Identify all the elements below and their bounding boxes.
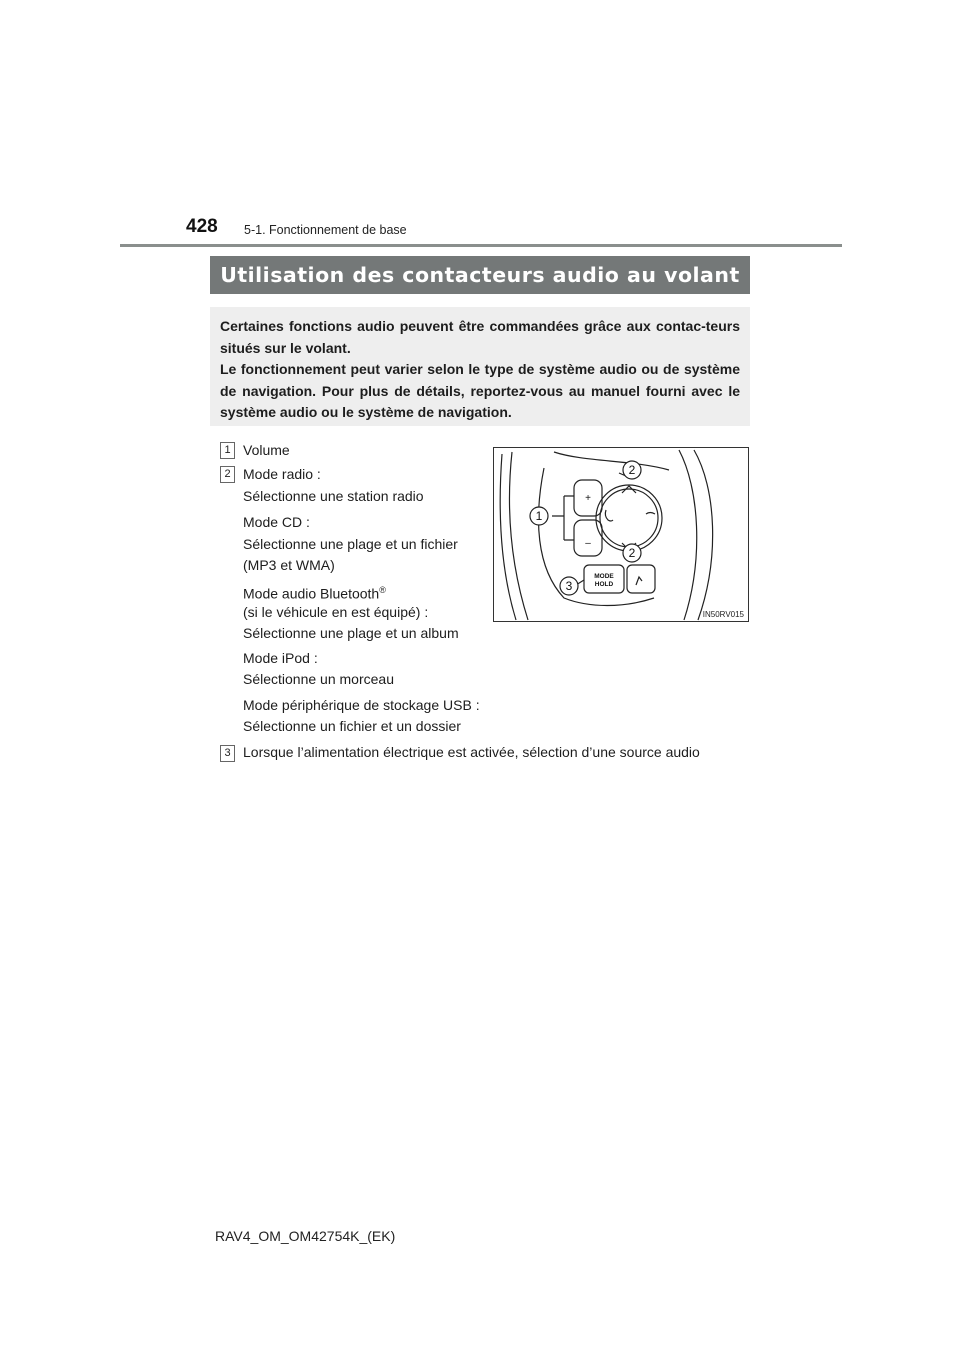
callout-1-number: 1 bbox=[535, 509, 543, 523]
document-id: RAV4_OM_OM42754K_(EK) bbox=[215, 1228, 396, 1244]
callout-2-top-number: 2 bbox=[628, 463, 636, 477]
intro-paragraph-2: Le fonctionnement peut varier selon le type de système audio ou de système de navigation. Pour plus de détails, reportez-vous au manuel fourni avec le système audio ou le système de navigation. bbox=[220, 361, 740, 420]
callout-3-number: 3 bbox=[565, 579, 573, 593]
volume-minus-label: – bbox=[585, 538, 591, 549]
item-ipod-mode: Mode iPod : bbox=[243, 650, 318, 666]
page-number: 428 bbox=[186, 216, 218, 237]
volume-plus-label: + bbox=[585, 493, 591, 504]
wheel-contour-left-inner bbox=[509, 452, 528, 620]
intro-box bbox=[210, 307, 750, 426]
figure-code: IN50RV015 bbox=[702, 610, 744, 619]
item-number-2: 2 bbox=[220, 466, 235, 483]
item-volume: Volume bbox=[243, 442, 290, 458]
item-usb-mode: Mode périphérique de stockage USB : bbox=[243, 697, 480, 713]
callout-2-bottom-number: 2 bbox=[628, 546, 636, 560]
steering-switch-figure bbox=[493, 447, 749, 622]
steering-switch-illustration bbox=[494, 448, 750, 623]
seek-dial-inner bbox=[600, 489, 658, 547]
item-bt-desc: Sélectionne une plage et un album bbox=[243, 625, 459, 641]
item-radio-desc: Sélectionne une station radio bbox=[243, 488, 424, 504]
item-bt-cond: (si le véhicule en est équipé) : bbox=[243, 604, 429, 620]
mode-button-label: MODE bbox=[594, 573, 614, 580]
item-usb-desc: Sélectionne un fichier et un dossier bbox=[243, 718, 461, 734]
phone-off-glyph bbox=[646, 513, 655, 515]
item-number-3: 3 bbox=[220, 745, 235, 762]
item-cd-desc-2: (MP3 et WMA) bbox=[243, 557, 335, 573]
voice-glyph bbox=[636, 577, 642, 585]
page-title: Utilisation des contacteurs audio au volant bbox=[210, 256, 750, 294]
item-bt-mode bbox=[243, 580, 386, 605]
intro-paragraph-1: Certaines fonctions audio peuvent être commandées grâce aux contac-teurs situés sur le volant. bbox=[220, 318, 740, 356]
item-cd-mode: Mode CD : bbox=[243, 514, 310, 530]
item-source-desc: Lorsque l’alimentation électrique est activée, sélection d’une source audio bbox=[243, 744, 700, 760]
item-bt-mode-text: Mode audio Bluetooth bbox=[243, 585, 380, 602]
section-label: 5-1. Fonctionnement de base bbox=[244, 223, 407, 237]
item-cd-desc-1: Sélectionne une plage et un fichier bbox=[243, 536, 458, 552]
callout-1-leader bbox=[552, 496, 574, 540]
hold-button-label: HOLD bbox=[594, 581, 614, 588]
wheel-top-contour bbox=[554, 452, 669, 470]
item-number-1: 1 bbox=[220, 442, 235, 459]
wheel-rim-right bbox=[679, 450, 697, 620]
registered-mark: ® bbox=[379, 585, 386, 595]
phone-on-glyph bbox=[605, 510, 613, 521]
wheel-contour-left bbox=[500, 454, 516, 620]
header-rule bbox=[120, 244, 842, 247]
item-ipod-desc: Sélectionne un morceau bbox=[243, 671, 394, 687]
item-radio-mode: Mode radio : bbox=[243, 466, 321, 482]
